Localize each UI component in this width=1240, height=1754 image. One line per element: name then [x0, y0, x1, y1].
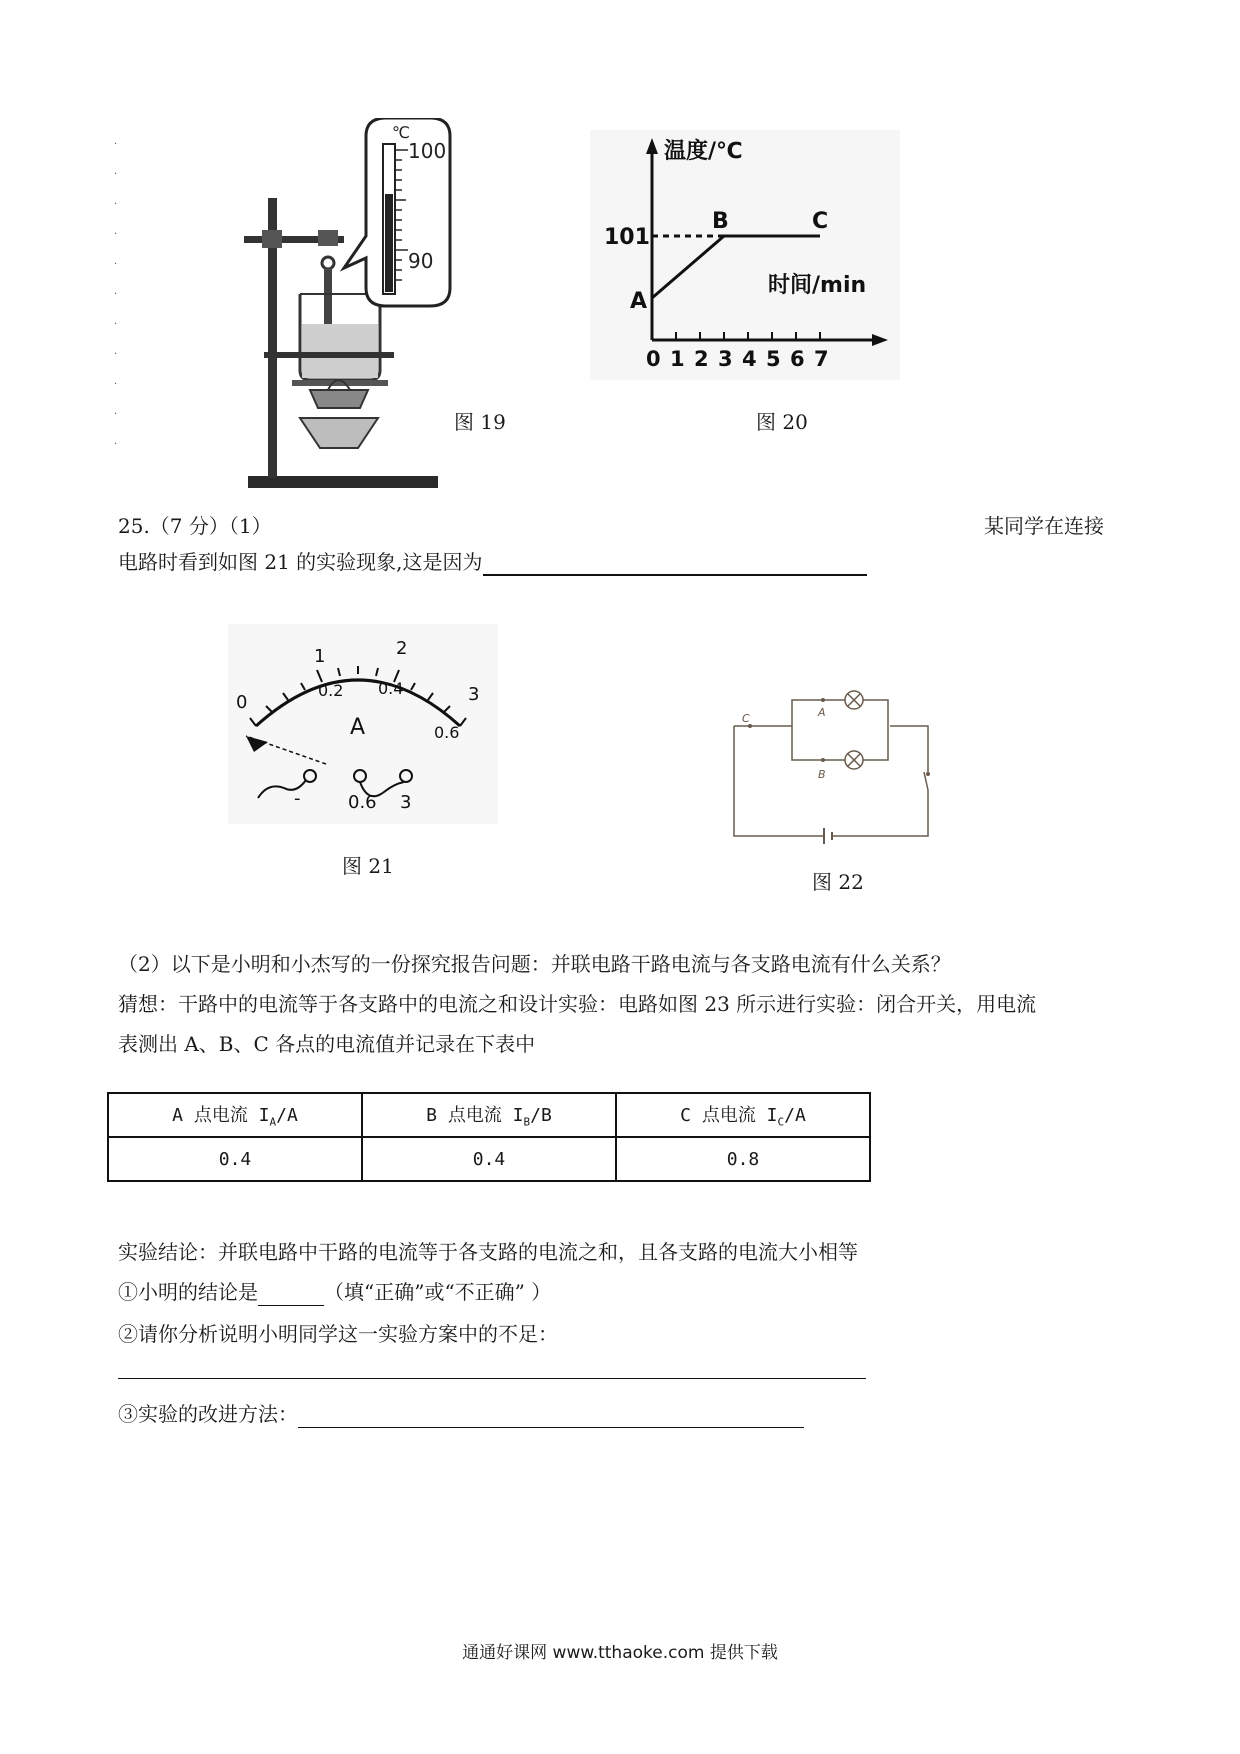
part2-line1: （2）以下是小明和小杰写的一份探究报告问题：并联电路干路电流与各支路电流有什么关系？ — [118, 952, 951, 976]
item-1 — [118, 1278, 551, 1306]
point-a-label: A — [818, 706, 826, 719]
terminal-label: - — [294, 788, 301, 809]
item-1-suffix: （填“正确”或“不正确” ） — [324, 1280, 552, 1304]
figure-21-caption: 图 21 — [342, 854, 394, 878]
figure-22-circuit — [728, 686, 938, 850]
x-tick-label: 7 — [814, 347, 829, 371]
figure-20-graph — [590, 130, 900, 384]
figure-20-caption: 图 20 — [756, 410, 808, 434]
scale-label: 0.4 — [378, 679, 404, 698]
item-3-text: ③实验的改进方法： — [118, 1402, 298, 1426]
figure-19-apparatus — [240, 118, 530, 502]
scale-label: 0.2 — [318, 681, 344, 700]
figure-22-caption: 图 22 — [812, 870, 864, 894]
question-25-line2 — [118, 548, 867, 576]
answer-blank-item2[interactable] — [118, 1378, 866, 1379]
y-axis-label: 温度/℃ — [664, 139, 743, 164]
scale-label: 0 — [236, 692, 248, 713]
question-25-line1-right: 某同学在连接 — [984, 514, 1104, 538]
table-header-cell: C 点电流 $I_C/A$ — [616, 1093, 870, 1137]
x-tick-label: 6 — [790, 347, 805, 371]
scale-label: 3 — [468, 684, 480, 705]
figure-21-ammeter — [228, 624, 498, 828]
table-header-row — [108, 1093, 870, 1137]
part2-line3: 表测出 A、B、C 各点的电流值并记录在下表中 — [118, 1032, 536, 1056]
point-b-label: B — [818, 768, 826, 781]
terminal-label: 3 — [400, 792, 412, 813]
point-c-label: C — [742, 712, 750, 725]
thermometer-label-90: 90 — [408, 249, 434, 273]
x-tick-label: 1 — [670, 347, 685, 371]
x-tick-label: 4 — [742, 347, 757, 371]
point-a-label: A — [630, 289, 648, 314]
point-b-label: B — [712, 209, 729, 234]
table-header-cell: B 点电流 $I_B/B$ — [362, 1093, 616, 1137]
y-mark-101: 101 — [604, 225, 650, 250]
margin-marks: · · · · · · · · · · · — [114, 139, 118, 450]
x-tick-label: 2 — [694, 347, 709, 371]
item-1-prefix: ①小明的结论是 — [118, 1280, 258, 1304]
ammeter-symbol: A — [350, 715, 366, 740]
current-table — [107, 1092, 871, 1182]
table-cell: 0.4 — [362, 1137, 616, 1181]
scale-label: 1 — [314, 646, 326, 667]
page-footer: 通通好课网 www.tthaoke.com 提供下载 — [462, 1643, 778, 1663]
terminal-label: 0.6 — [348, 792, 377, 813]
answer-blank-25-1[interactable] — [483, 550, 867, 576]
conclusion-line: 实验结论：并联电路中干路的电流等于各支路的电流之和，且各支路的电流大小相等 — [118, 1240, 858, 1264]
item-3 — [118, 1400, 804, 1428]
part2-line2: 猜想：干路中的电流等于各支路中的电流之和设计实验：电路如图 23 所示进行实验：闭合开关，用电流 — [118, 992, 1037, 1016]
table-cell: 0.8 — [616, 1137, 870, 1181]
item-2: ②请你分析说明小明同学这一实验方案中的不足： — [118, 1322, 558, 1346]
question-25-line2-text: 电路时看到如图 21 的实验现象,这是因为 — [118, 550, 483, 574]
x-tick-label: 5 — [766, 347, 781, 371]
answer-blank-item3[interactable] — [298, 1403, 804, 1428]
table-header-cell: A 点电流 $I_A/A$ — [108, 1093, 362, 1137]
scale-label: 0.6 — [434, 723, 460, 742]
x-tick-label: 3 — [718, 347, 733, 371]
scale-label: 2 — [396, 638, 408, 659]
question-25-number: 25.（7 分）（1） — [118, 514, 272, 538]
point-c-label: C — [812, 209, 829, 234]
x-tick-label: 0 — [646, 347, 661, 371]
table-cell: 0.4 — [108, 1137, 362, 1181]
thermometer-unit: ℃ — [392, 123, 410, 142]
figure-19-caption: 图 19 — [454, 410, 506, 434]
thermometer-label-100: 100 — [408, 139, 447, 163]
answer-blank-item1[interactable] — [258, 1281, 324, 1306]
table-row — [108, 1137, 870, 1181]
x-axis-label: 时间/min — [768, 273, 867, 298]
